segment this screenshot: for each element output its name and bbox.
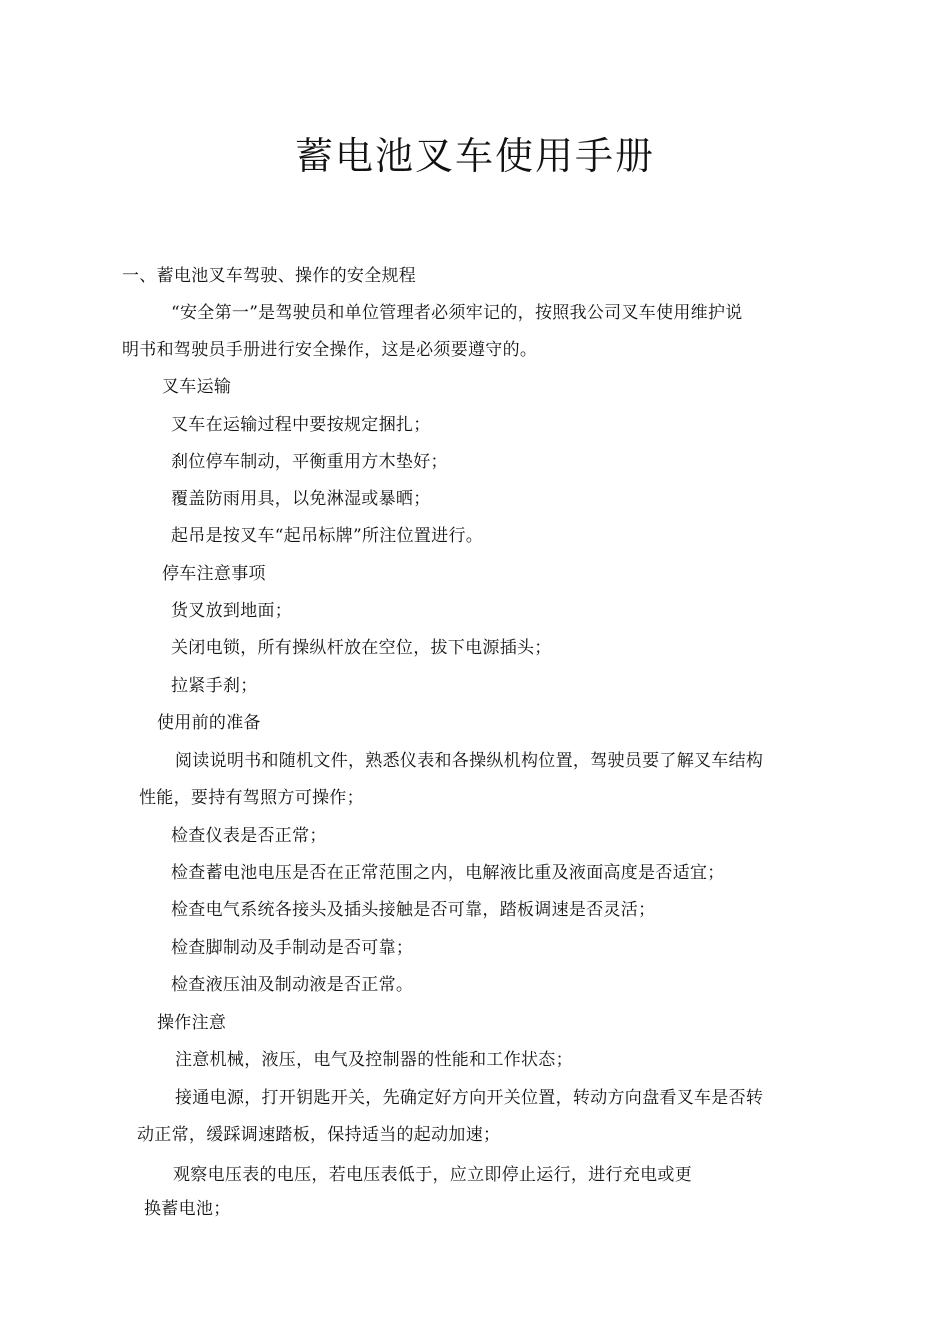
preparation-item: 检查脚制动及手制动是否可靠； bbox=[171, 938, 414, 958]
transport-item: 刹位停车制动，平衡重用方木垫好； bbox=[171, 452, 448, 472]
preparation-item: 检查液压油及制动液是否正常。 bbox=[171, 975, 414, 995]
parking-item: 拉紧手刹； bbox=[171, 676, 258, 696]
subheading-parking: 停车注意事项 bbox=[162, 564, 266, 584]
preparation-item: 检查仪表是否正常； bbox=[171, 826, 327, 846]
subheading-operation: 操作注意 bbox=[157, 1013, 227, 1033]
preparation-item: 阅读说明书和随机文件，熟悉仪表和各操纵机构位置，驾驶员要了解叉车结构 bbox=[175, 751, 764, 771]
preparation-item: 检查电气系统各接头及插头接触是否可靠，踏板调速是否灵活； bbox=[171, 900, 656, 920]
subheading-preparation: 使用前的准备 bbox=[157, 713, 261, 733]
document-title: 蓄电池叉车使用手册 bbox=[294, 134, 655, 178]
transport-item: 叉车在运输过程中要按规定捆扎； bbox=[171, 415, 431, 435]
operation-item: 观察电压表的电压，若电压表低于，应立即停止运行，进行充电或更 bbox=[173, 1165, 692, 1185]
parking-item: 关闭电锁，所有操纵杆放在空位，拔下电源插头； bbox=[171, 638, 552, 658]
transport-item: 起吊是按叉车“起吊标牌”所注位置进行。 bbox=[171, 526, 484, 546]
subheading-transport: 叉车运输 bbox=[162, 377, 232, 397]
preparation-item: 检查蓄电池电压是否在正常范围之内，电解液比重及液面高度是否适宜； bbox=[171, 863, 725, 883]
operation-item: 动正常，缓踩调速踏板，保持适当的起动加速； bbox=[137, 1125, 501, 1145]
operation-item: 注意机械，液压，电气及控制器的性能和工作状态； bbox=[175, 1050, 573, 1070]
parking-item: 货叉放到地面； bbox=[171, 601, 293, 621]
preparation-item: 性能，要持有驾照方可操作； bbox=[139, 788, 364, 808]
operation-item: 接通电源，打开钥匙开关，先确定好方向开关位置，转动方向盘看叉车是否转 bbox=[175, 1088, 764, 1108]
transport-item: 覆盖防雨用具，以免淋湿或暴晒； bbox=[171, 489, 431, 509]
intro-paragraph-line-2: 明书和驾驶员手册进行安全操作，这是必须要遵守的。 bbox=[122, 340, 538, 360]
section-heading: 一、蓄电池叉车驾驶、操作的安全规程 bbox=[122, 266, 417, 286]
operation-item: 换蓄电池； bbox=[144, 1199, 231, 1219]
intro-paragraph-line-1: “安全第一”是驾驶员和单位管理者必须牢记的，按照我公司叉车使用维护说 bbox=[171, 303, 743, 323]
